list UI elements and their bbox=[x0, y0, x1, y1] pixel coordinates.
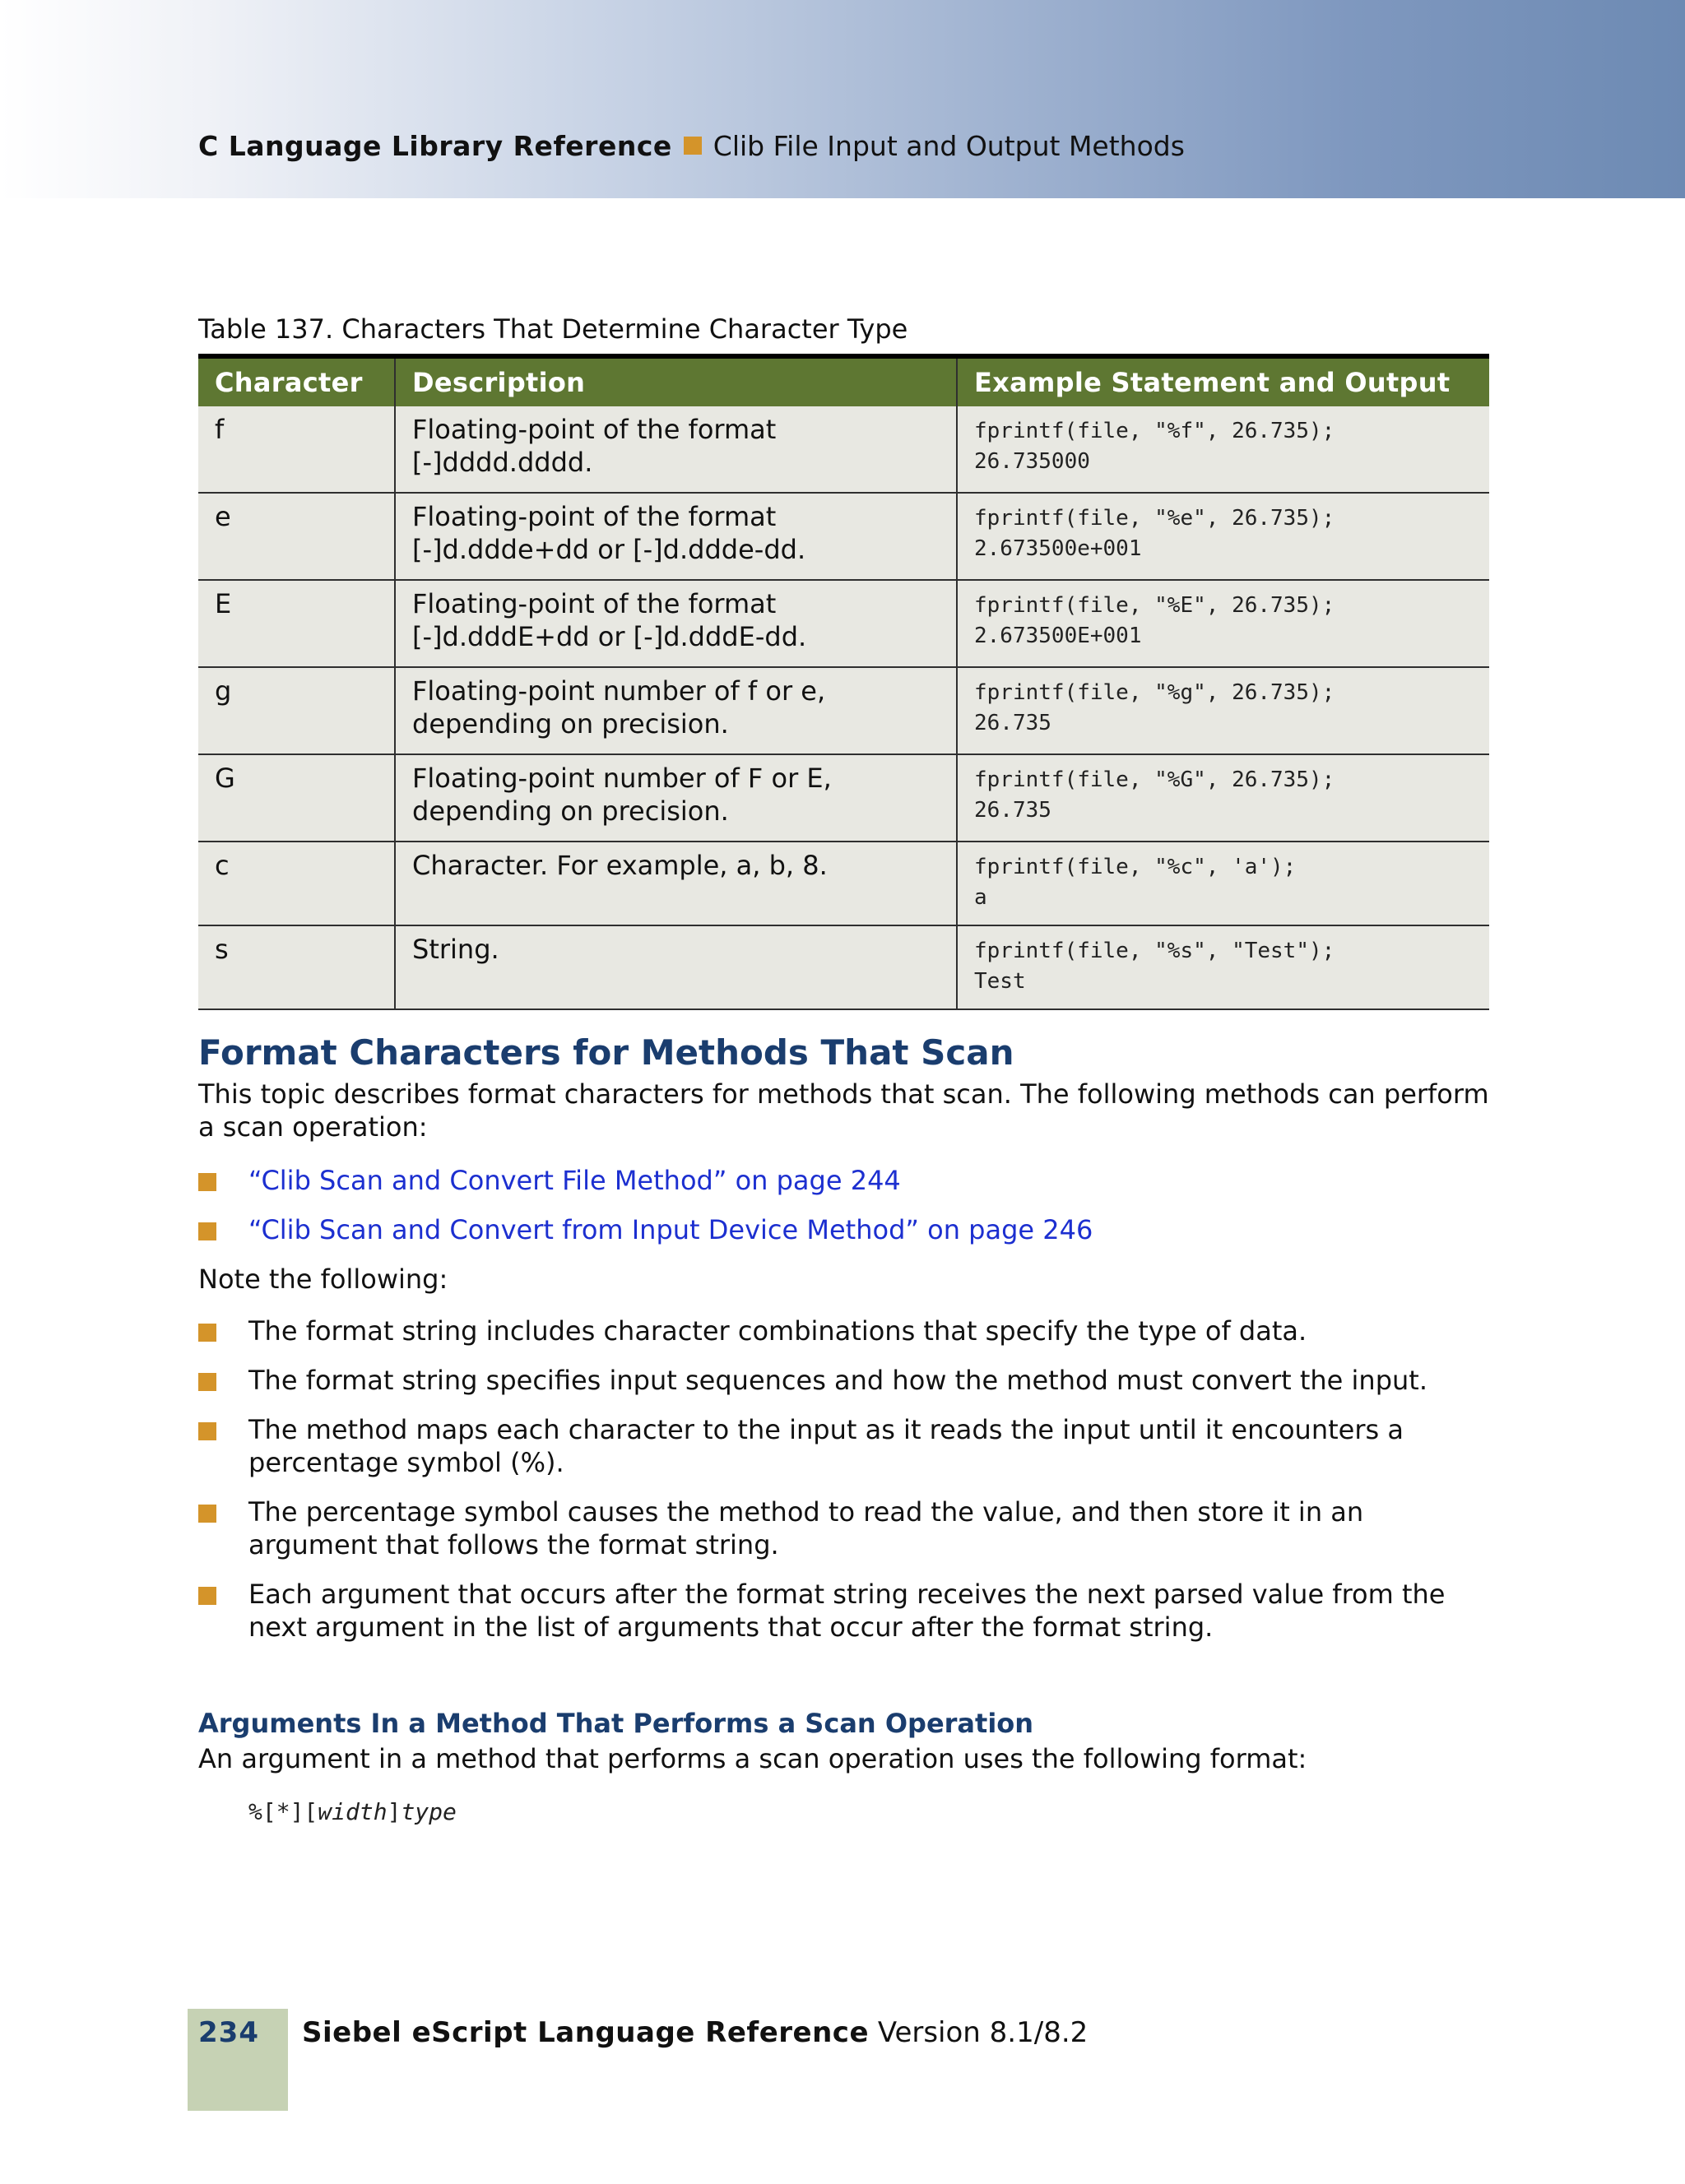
bullet-square-icon bbox=[198, 1173, 216, 1191]
notes-list bbox=[198, 1315, 1498, 1644]
list-item bbox=[198, 1495, 1498, 1561]
book-title: Siebel eScript Language Reference bbox=[302, 2016, 870, 2049]
cell-example: fprintf(file, "%g", 26.735); 26.735 bbox=[957, 667, 1489, 754]
cell-character: s bbox=[198, 925, 395, 1009]
cell-example: fprintf(file, "%f", 26.735); 26.735000 bbox=[957, 406, 1489, 493]
column-header-description: Description bbox=[395, 359, 957, 406]
running-header bbox=[198, 130, 1185, 163]
cell-example: fprintf(file, "%c", 'a'); a bbox=[957, 842, 1489, 925]
cell-character: f bbox=[198, 406, 395, 493]
table-row bbox=[198, 667, 1489, 754]
cell-description: Floating-point number of F or E, depending on precision. bbox=[395, 754, 957, 842]
code-prefix: %[*][ bbox=[248, 1798, 318, 1825]
subsection-heading: Arguments In a Method That Performs a Scan Operation bbox=[198, 1708, 1034, 1739]
book-version: Version 8.1/8.2 bbox=[877, 2016, 1089, 2049]
bullet-square-icon bbox=[198, 1373, 216, 1391]
list-item bbox=[198, 1364, 1498, 1397]
list-item bbox=[198, 1578, 1498, 1644]
list-item bbox=[198, 1213, 1498, 1246]
table-row bbox=[198, 493, 1489, 580]
link-scan-convert-file-method[interactable]: “Clib Scan and Convert File Method” on page 244 bbox=[248, 1165, 901, 1196]
link-scan-convert-input-device-method[interactable]: “Clib Scan and Convert from Input Device Method” on page 246 bbox=[248, 1214, 1093, 1245]
table-header-row bbox=[198, 359, 1489, 406]
cell-character: e bbox=[198, 493, 395, 580]
table-row bbox=[198, 754, 1489, 842]
cell-character: E bbox=[198, 580, 395, 667]
character-type-table bbox=[198, 359, 1489, 1010]
table-row bbox=[198, 925, 1489, 1009]
code-mid: ] bbox=[387, 1798, 402, 1825]
note-intro: Note the following: bbox=[198, 1264, 448, 1295]
section-intro-paragraph: This topic describes format characters for methods that scan. The following methods can perform a scan operation: bbox=[198, 1078, 1489, 1143]
note-text: The method maps each character to the input as it reads the input until it encounters a percentage symbol (%). bbox=[248, 1414, 1404, 1478]
header-section: Clib File Input and Output Methods bbox=[713, 130, 1185, 162]
cell-character: c bbox=[198, 842, 395, 925]
cell-description: String. bbox=[395, 925, 957, 1009]
list-item bbox=[198, 1413, 1498, 1479]
cell-example: fprintf(file, "%E", 26.735); 2.673500E+001 bbox=[957, 580, 1489, 667]
list-item bbox=[198, 1164, 1498, 1197]
note-text: The format string specifies input sequences and how the method must convert the input. bbox=[248, 1365, 1428, 1396]
bullet-square-icon bbox=[198, 1422, 216, 1440]
table-row bbox=[198, 842, 1489, 925]
cell-character: G bbox=[198, 754, 395, 842]
table-row bbox=[198, 580, 1489, 667]
column-header-example: Example Statement and Output bbox=[957, 359, 1489, 406]
note-text: Each argument that occurs after the format string receives the next parsed value from the next argument in the list of arguments that occur after the format string. bbox=[248, 1579, 1446, 1643]
code-type: type bbox=[401, 1798, 457, 1825]
related-links-list bbox=[198, 1164, 1498, 1246]
subsection-paragraph: An argument in a method that performs a scan operation uses the following format: bbox=[198, 1743, 1307, 1774]
column-header-character: Character bbox=[198, 359, 395, 406]
bullet-square-icon bbox=[198, 1324, 216, 1342]
note-text: The format string includes character combinations that specify the type of data. bbox=[248, 1315, 1307, 1347]
footer-book-title bbox=[302, 2015, 1088, 2050]
cell-character: g bbox=[198, 667, 395, 754]
table-caption: Table 137. Characters That Determine Character Type bbox=[198, 313, 908, 345]
cell-description: Character. For example, a, b, 8. bbox=[395, 842, 957, 925]
section-heading: Format Characters for Methods That Scan bbox=[198, 1032, 1014, 1073]
cell-description: Floating-point number of f or e, depending on precision. bbox=[395, 667, 957, 754]
note-text: The percentage symbol causes the method to read the value, and then store it in an argument that follows the format string. bbox=[248, 1496, 1364, 1560]
cell-example: fprintf(file, "%G", 26.735); 26.735 bbox=[957, 754, 1489, 842]
cell-description: Floating-point of the format [-]d.ddde+dd or [-]d.ddde-dd. bbox=[395, 493, 957, 580]
cell-example: fprintf(file, "%e", 26.735); 2.673500e+001 bbox=[957, 493, 1489, 580]
cell-description: Floating-point of the format [-]d.dddE+dd or [-]d.dddE-dd. bbox=[395, 580, 957, 667]
list-item bbox=[198, 1315, 1498, 1347]
header-chapter: C Language Library Reference bbox=[198, 130, 672, 162]
page-number: 234 bbox=[198, 2016, 259, 2049]
format-syntax-code bbox=[248, 1797, 457, 1827]
table-row bbox=[198, 406, 1489, 493]
cell-example: fprintf(file, "%s", "Test"); Test bbox=[957, 925, 1489, 1009]
header-separator-square-icon bbox=[684, 137, 702, 155]
bullet-square-icon bbox=[198, 1222, 216, 1240]
code-width: width bbox=[318, 1798, 388, 1825]
bullet-square-icon bbox=[198, 1505, 216, 1523]
bullet-square-icon bbox=[198, 1587, 216, 1605]
cell-description: Floating-point of the format [-]dddd.dddd. bbox=[395, 406, 957, 493]
header-band bbox=[0, 0, 1685, 198]
